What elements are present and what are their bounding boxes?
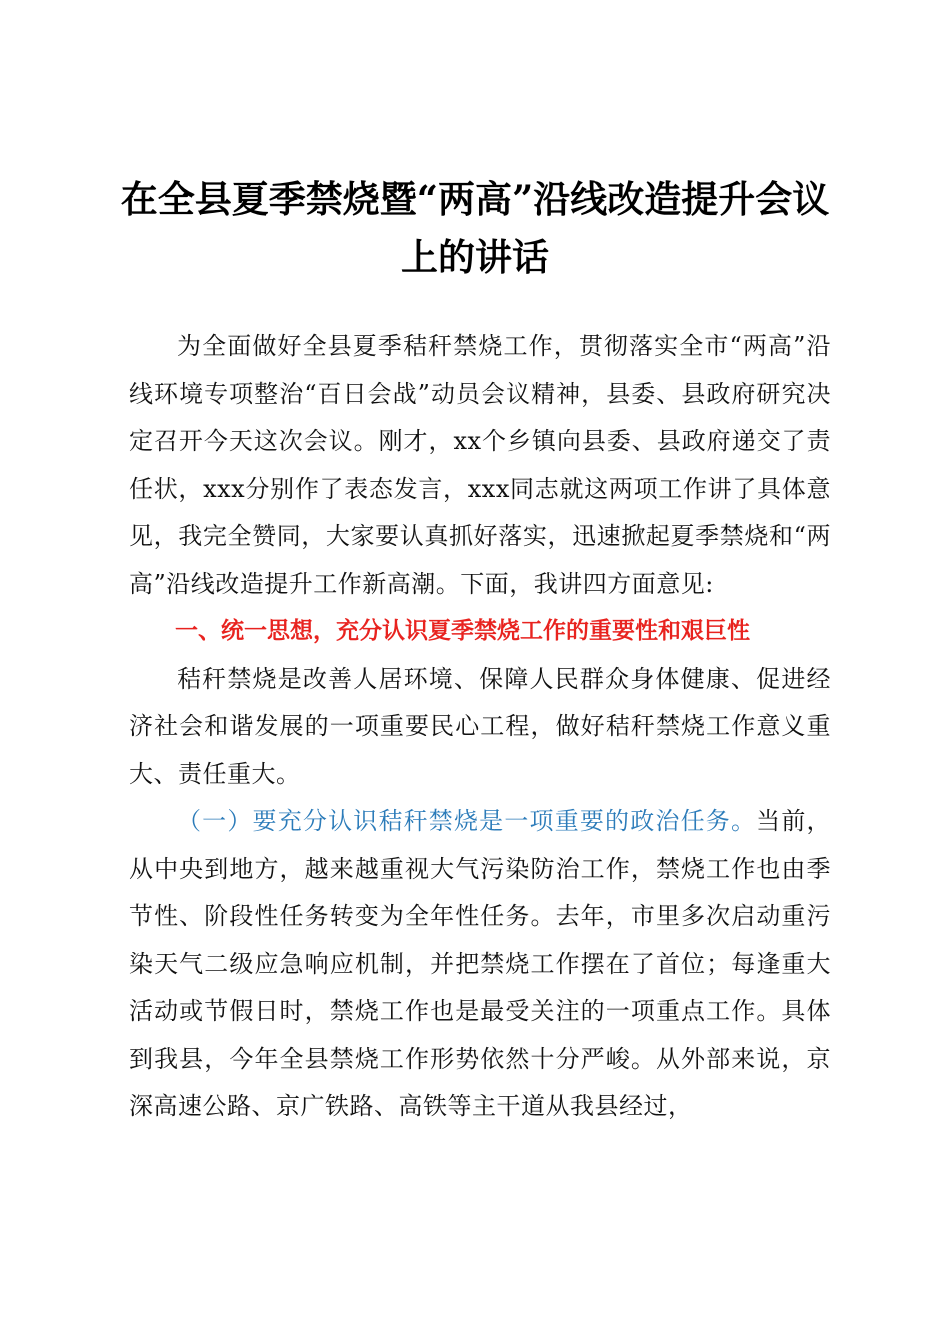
document-title [118,170,832,286]
subsection-1-paragraph [129,798,831,1131]
section-1-paragraph: 秸秆禁烧是改善人居环境、保障人民群众身体健康、促进经济社会和谐发展的一项重要民心工程，做好秸秆禁烧工作意义重大、责任重大。 [129,664,831,788]
title-line-2: 上的讲话 [401,235,549,279]
intro-paragraph: 为全面做好全县夏季秸秆禁烧工作，贯彻落实全市“两高”沿线环境专项整治“百日会战”动员会议精神，县委、县政府研究决定召开今天这次会议。刚才，xx个乡镇向县委、县政府递交了责任状，xxx分别作了表态发言，xxx同志就这两项工作讲了具体意见，我完全赞同，大家要认真抓好落实，迅速掀起夏季禁烧和“两高”沿线改造提升工作新高潮。下面，我讲四方面意见: [129,332,831,598]
subsection-1-heading: （一）要充分认识秸秆禁烧是一项重要的政治任务。 [177,807,757,835]
document-body [129,323,831,1131]
title-line-1: 在全县夏季禁烧暨“两高”沿线改造提升会议 [120,177,830,221]
subsection-1-text: 当前，从中央到地方，越来越重视大气污染防治工作，禁烧工作也由季节性、阶段性任务转变为全年性任务。去年，市里多次启动重污染天气二级应急响应机制，并把禁烧工作摆在了首位；每逢重大活动或节假日时，禁烧工作也是最受关注的一项重点工作。具体到我县，今年全县禁烧工作形势依然十分严峻。从外部来说，京深高速公路、京广铁路、高铁等主干道从我县经过， [129,807,832,1120]
section-1-heading: 一、统一思想，充分认识夏季禁烧工作的重要性和艰巨性 [175,618,750,644]
